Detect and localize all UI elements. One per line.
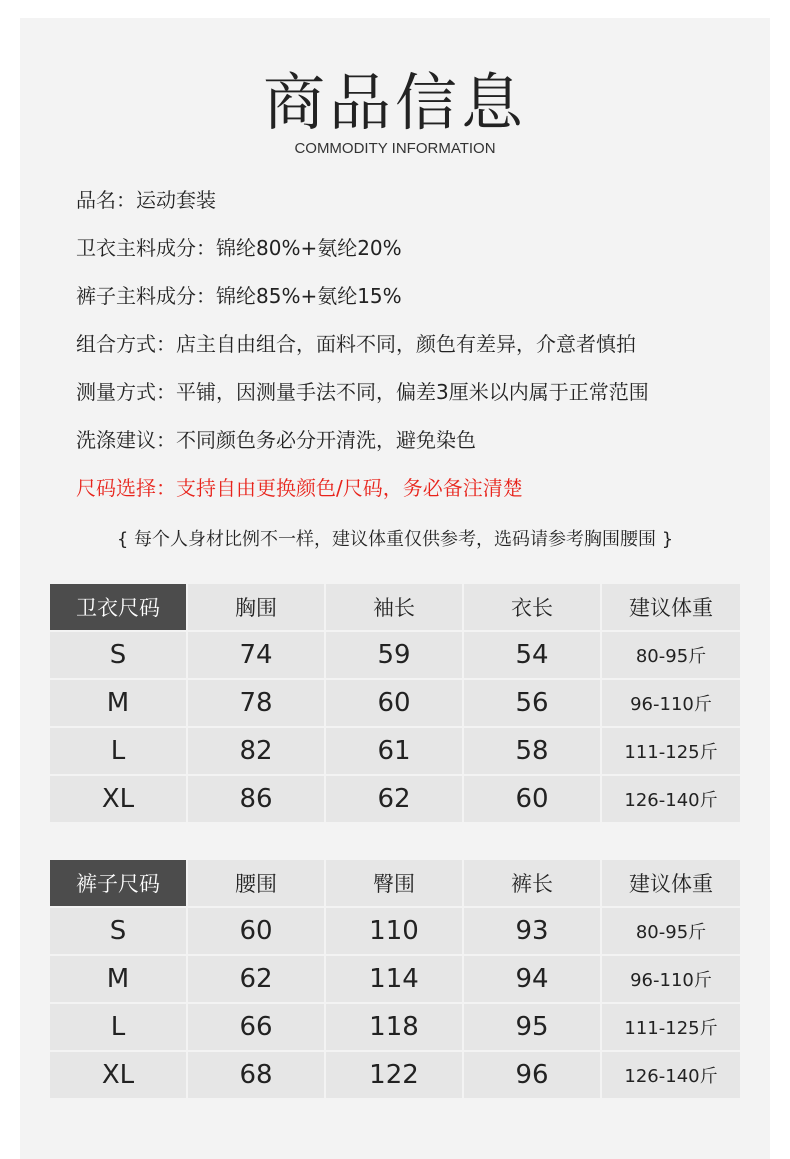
table-cell: 111-125斤 bbox=[602, 728, 740, 774]
table-row bbox=[50, 632, 740, 678]
table-cell: S bbox=[50, 632, 186, 678]
info-combination: 组合方式：店主自由组合，面料不同，颜色有差异，介意者慎拍 bbox=[76, 332, 636, 356]
pants-size-table bbox=[48, 858, 742, 1100]
table-cell: 126-140斤 bbox=[602, 776, 740, 822]
table-cell: 58 bbox=[464, 728, 600, 774]
table-cell: S bbox=[50, 908, 186, 954]
table-row bbox=[50, 680, 740, 726]
table-cell: L bbox=[50, 1004, 186, 1050]
table-cell: 95 bbox=[464, 1004, 600, 1050]
info-top-material: 卫衣主料成分：锦纶80%+氨纶20% bbox=[76, 236, 402, 260]
header-cell: 袖长 bbox=[326, 584, 462, 630]
table-cell: 56 bbox=[464, 680, 600, 726]
table-row bbox=[50, 1052, 740, 1098]
table-cell: 96-110斤 bbox=[602, 680, 740, 726]
table-cell: 60 bbox=[464, 776, 600, 822]
table-cell: 74 bbox=[188, 632, 324, 678]
header-cell: 衣长 bbox=[464, 584, 600, 630]
table-cell: 78 bbox=[188, 680, 324, 726]
page-title: 商品信息 bbox=[262, 66, 527, 139]
header-cell: 建议体重 bbox=[602, 860, 740, 906]
product-info-list bbox=[76, 184, 766, 520]
info-size-selection: 尺码选择：支持自由更换颜色/尺码，务必备注清楚 bbox=[76, 476, 523, 500]
info-pants-material: 裤子主料成分：锦纶85%+氨纶15% bbox=[76, 284, 402, 308]
table-cell: M bbox=[50, 680, 186, 726]
header-cell: 臀围 bbox=[326, 860, 462, 906]
table-cell: 80-95斤 bbox=[602, 632, 740, 678]
table-cell: 122 bbox=[326, 1052, 462, 1098]
table-cell: 94 bbox=[464, 956, 600, 1002]
size-note: { 每个人身材比例不一样，建议体重仅供参考，选码请参考胸围腰围 } bbox=[116, 529, 674, 550]
table-header-row bbox=[50, 584, 740, 630]
table-cell: 59 bbox=[326, 632, 462, 678]
table-cell: 62 bbox=[188, 956, 324, 1002]
top-size-table bbox=[48, 582, 742, 824]
table-cell: 96-110斤 bbox=[602, 956, 740, 1002]
table-cell: L bbox=[50, 728, 186, 774]
table-cell: 114 bbox=[326, 956, 462, 1002]
table-cell: 82 bbox=[188, 728, 324, 774]
table-row bbox=[50, 776, 740, 822]
table-cell: 54 bbox=[464, 632, 600, 678]
info-washing: 洗涤建议：不同颜色务必分开清洗，避免染色 bbox=[76, 428, 476, 452]
table-row bbox=[50, 1004, 740, 1050]
table-cell: 126-140斤 bbox=[602, 1052, 740, 1098]
header-cell: 腰围 bbox=[188, 860, 324, 906]
table-header-row bbox=[50, 860, 740, 906]
table-row bbox=[50, 908, 740, 954]
table-cell: XL bbox=[50, 1052, 186, 1098]
header-cell: 裤长 bbox=[464, 860, 600, 906]
table-cell: 68 bbox=[188, 1052, 324, 1098]
table-cell: 110 bbox=[326, 908, 462, 954]
table-cell: 111-125斤 bbox=[602, 1004, 740, 1050]
table-cell: 62 bbox=[326, 776, 462, 822]
table-cell: 61 bbox=[326, 728, 462, 774]
table-row bbox=[50, 956, 740, 1002]
table-cell: XL bbox=[50, 776, 186, 822]
header-cell: 胸围 bbox=[188, 584, 324, 630]
table-cell: 118 bbox=[326, 1004, 462, 1050]
table-row bbox=[50, 728, 740, 774]
header-cell: 裤子尺码 bbox=[50, 860, 186, 906]
info-measurement: 测量方式：平铺，因测量手法不同，偏差3厘米以内属于正常范围 bbox=[76, 380, 649, 404]
table-cell: 80-95斤 bbox=[602, 908, 740, 954]
header-cell: 卫衣尺码 bbox=[50, 584, 186, 630]
info-product-name: 品名：运动套装 bbox=[76, 188, 216, 212]
table-cell: 60 bbox=[188, 908, 324, 954]
table-cell: 60 bbox=[326, 680, 462, 726]
header-cell: 建议体重 bbox=[602, 584, 740, 630]
table-cell: 96 bbox=[464, 1052, 600, 1098]
table-cell: 86 bbox=[188, 776, 324, 822]
page-subtitle: COMMODITY INFORMATION bbox=[294, 140, 496, 157]
table-cell: 66 bbox=[188, 1004, 324, 1050]
table-cell: 93 bbox=[464, 908, 600, 954]
table-cell: M bbox=[50, 956, 186, 1002]
